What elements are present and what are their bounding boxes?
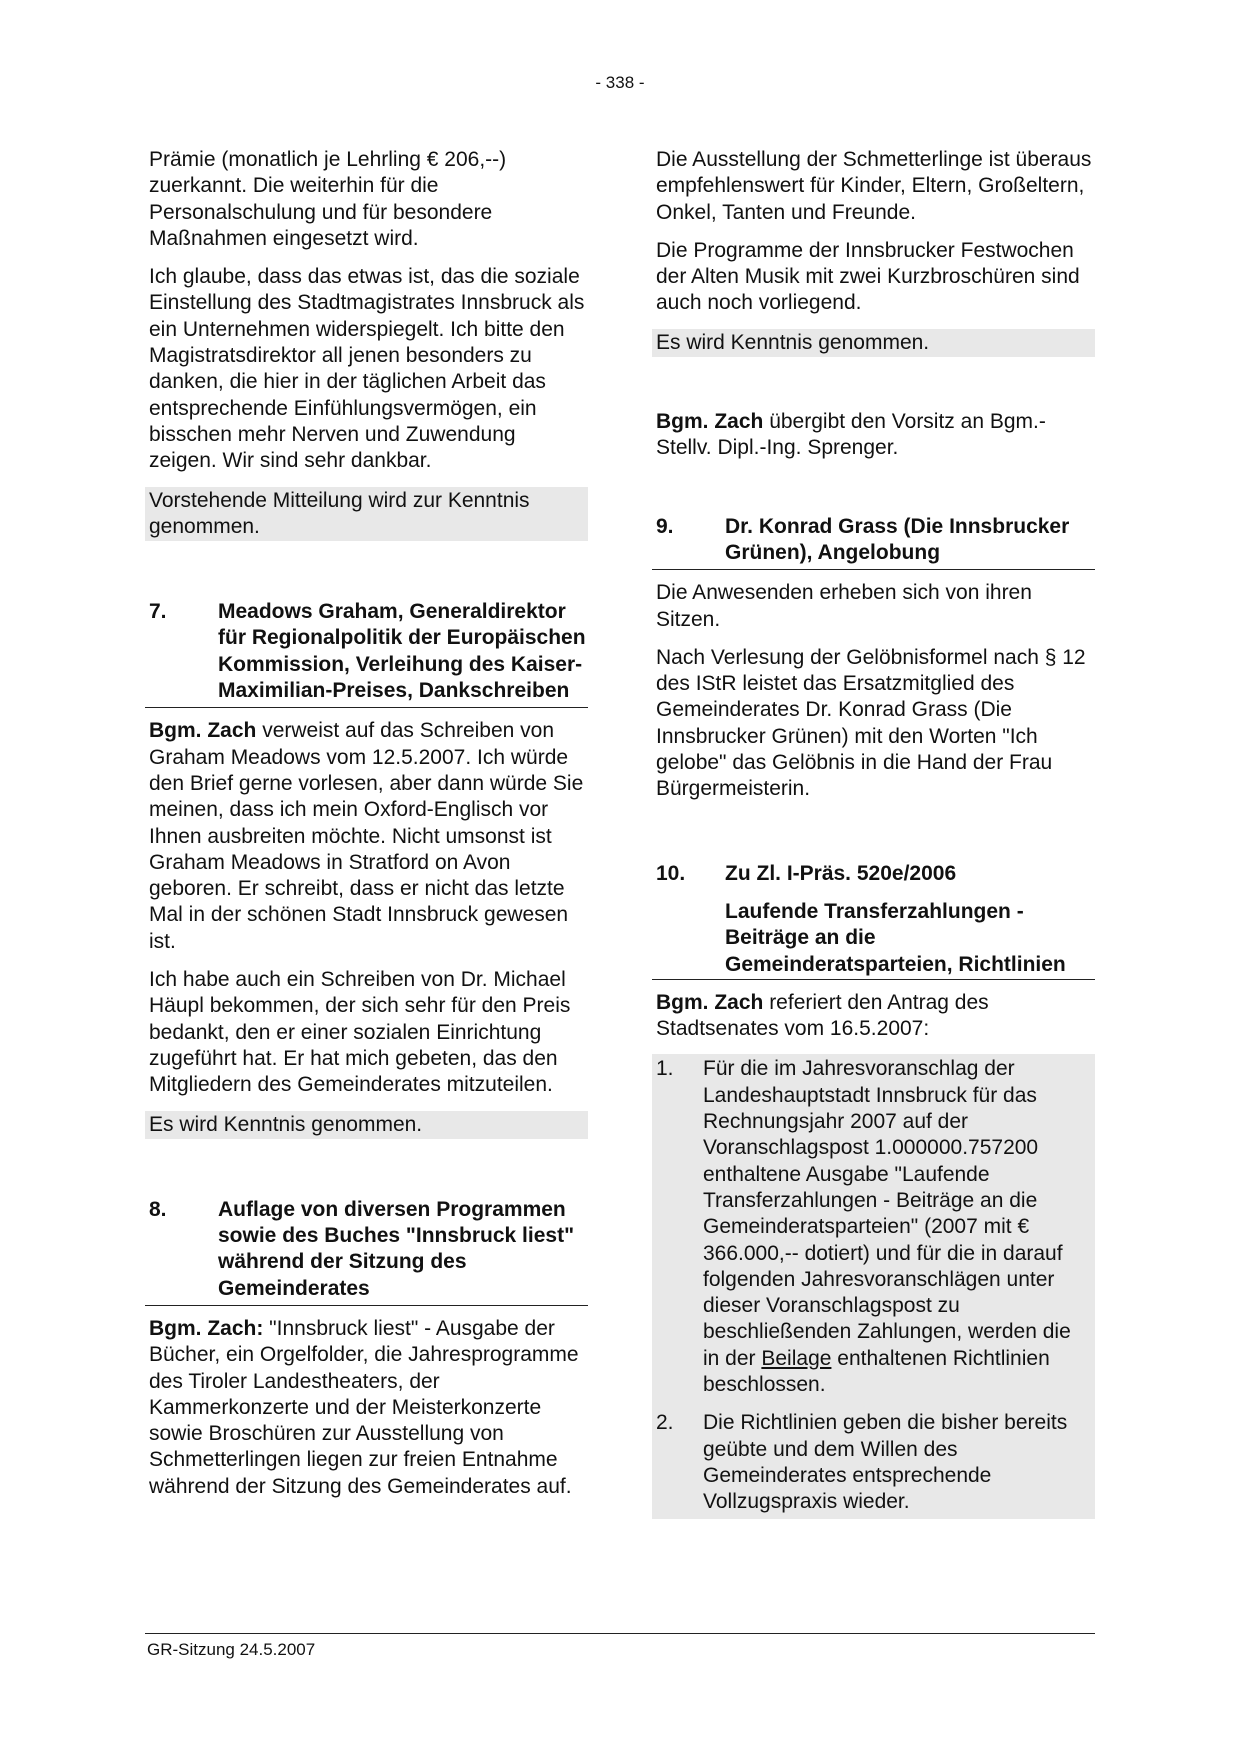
resolution-note: Vorstehende Mitteilung wird zur Kenntnis genommen.: [145, 487, 588, 542]
section-subtitle: Laufende Transferzahlungen - Beiträge an die Gemeinderatsparteien, Richtlinien: [725, 899, 1066, 976]
section-heading: [652, 861, 1095, 889]
paragraph-text: übergibt den Vorsitz an Bgm.-Stellv. Dipl.-Ing. Sprenger.: [656, 410, 1046, 460]
paragraph: Ich glaube, dass das etwas ist, das die soziale Einstellung des Stadtmagistrates Innsbruck als ein Unternehmen widerspiegelt. Ich bitte den Magistratsdirektor all jenen besonders zu danken, die hier in der täglichen Arbeit das entsprechende Einfühlungsvermögen, ein bisschen mehr Nerven und Zuwendung zeigen. Wir sind sehr dankbar.: [149, 265, 585, 473]
beilage-link[interactable]: Beilage: [761, 1346, 832, 1370]
paragraph: [652, 990, 1095, 1043]
agenda-item-7: [145, 599, 588, 1139]
list-item-number: 1.: [656, 1057, 674, 1081]
speaker-name: Bgm. Zach: [656, 410, 764, 434]
paragraph-text: verweist auf das Schreiben von Graham Meadows vom 12.5.2007. Ich würde den Brief gerne vorlesen, aber dann würde Sie meinen, dass ich mein Oxford-Englisch vor Ihnen ausbreiten möchte. Nicht umsonst ist Graham Meadows in Stratford on Avon geboren. Er schreibt, dass er nicht das letzte Mal in der schönen Stadt Innsbruck gewesen ist.: [149, 719, 584, 953]
paragraph: Ich habe auch ein Schreiben von Dr. Michael Häupl bekommen, der sich sehr für den Preis bedankt, den er einer sozialen Einrichtung zugeführt hat. Er hat mich gebeten, das den Mitgliedern des Gemeinderates mitzuteilen.: [149, 968, 571, 1097]
speaker-name: Bgm. Zach: [656, 990, 764, 1014]
section-title: Dr. Konrad Grass (Die Innsbrucker Grünen), Angelobung: [725, 514, 1070, 564]
list-item-text: [703, 1410, 1091, 1515]
section-title: Zu Zl. I-Präs. 520e/2006: [725, 861, 957, 885]
list-item-text-b: enthaltenen Richtlinien beschlossen.: [703, 1346, 1050, 1396]
section-divider: [652, 569, 1095, 570]
paragraph: [145, 1316, 588, 1500]
paragraph: Die Ausstellung der Schmetterlinge ist überaus empfehlenswert für Kinder, Eltern, Großeltern, Onkel, Tanten und Freunde.: [656, 148, 1092, 224]
left-column: [145, 147, 588, 1512]
paragraph: Prämie (monatlich je Lehrling € 206,--) zuerkannt. Die weiterhin für die Personalschulung und für besondere Maßnahmen eingesetzt wird.: [149, 148, 507, 250]
agenda-item-8: [145, 1197, 588, 1500]
paragraph: Die Anwesenden erheben sich von ihren Sitzen.: [656, 581, 1032, 631]
section-divider: [652, 979, 1095, 980]
section-heading: [145, 599, 588, 706]
section-number: 10.: [656, 861, 686, 885]
footer-text: GR-Sitzung 24.5.2007: [147, 1640, 316, 1659]
resolution-note: Es wird Kenntnis genommen.: [145, 1111, 588, 1139]
section-divider: [145, 1305, 588, 1306]
section-number: 7.: [149, 600, 167, 624]
paragraph: [652, 409, 1095, 462]
list-item-number: 2.: [656, 1411, 674, 1435]
list-item: [656, 1410, 1091, 1515]
resolution-list: [652, 1054, 1095, 1519]
footer-divider: [145, 1633, 1095, 1634]
paragraph: [145, 718, 588, 955]
section-title: Meadows Graham, Generaldirektor für Regionalpolitik der Europäischen Kommission, Verleihung des Kaiser-Maximilian-Preises, Dankschreiben: [218, 600, 586, 703]
list-item-text-a: Für die im Jahresvoranschlag der Landeshauptstadt Innsbruck für das Rechnungsjahr 2007 auf der Voranschlagspost 1.000000.757200 enthaltene Ausgabe "Laufende Transferzahlungen - Beiträge an die Gemeinderatsparteien" (2007 mit € 366.000,-- dotiert) und für die in darauf folgenden Jahresvoranschlägen unter dieser Voranschlagspost zu beschließenden Zahlungen, werden die in der: [703, 1057, 1071, 1370]
speaker-name: Bgm. Zach: [149, 719, 257, 743]
list-item: [656, 1056, 1091, 1398]
list-item-text-a: Die Richtlinien geben die bisher bereits geübte und dem Willen des Gemeinderates entsprechende Vollzugspraxis wieder.: [703, 1411, 1068, 1514]
list-item-text: [703, 1056, 1091, 1398]
paragraph: Die Programme der Innsbrucker Festwochen der Alten Musik mit zwei Kurzbroschüren sind auch noch vorliegend.: [656, 238, 1080, 315]
paragraph-text: "Innsbruck liest" - Ausgabe der Bücher, ein Orgelfolder, die Jahresprogramme des Tiroler Landestheaters, der Kammerkonzerte und der Meisterkonzerte sowie Broschüren zur Ausstellung von Schmetterlingen liegen zur freien Entnahme während der Sitzung des Gemeinderates auf.: [149, 1316, 579, 1498]
section-number: 9.: [656, 514, 674, 538]
section-heading: [652, 514, 1095, 569]
section-number: 8.: [149, 1197, 167, 1221]
section-divider: [145, 707, 588, 708]
agenda-item-10: [652, 861, 1095, 1520]
section-title: Auflage von diversen Programmen sowie des Buches "Innsbruck liest" während der Sitzung des Gemeinderates: [218, 1197, 575, 1300]
speaker-name: Bgm. Zach:: [149, 1316, 264, 1340]
right-column: [652, 147, 1095, 1519]
page-number: - 338 -: [595, 73, 645, 92]
resolution-note: Es wird Kenntnis genommen.: [652, 329, 1095, 357]
agenda-item-9: [652, 514, 1095, 803]
section-heading: [145, 1197, 588, 1304]
paragraph: Nach Verlesung der Gelöbnisformel nach § 12 des IStR leistet das Ersatzmitglied des Gemeinderates Dr. Konrad Grass (Die Innsbrucker Grünen) mit den Worten "Ich gelobe" das Gelöbnis in die Hand der Frau Bürgermeisterin.: [656, 645, 1086, 801]
paragraph-text: referiert den Antrag des Stadtsenates vom 16.5.2007:: [656, 990, 989, 1041]
